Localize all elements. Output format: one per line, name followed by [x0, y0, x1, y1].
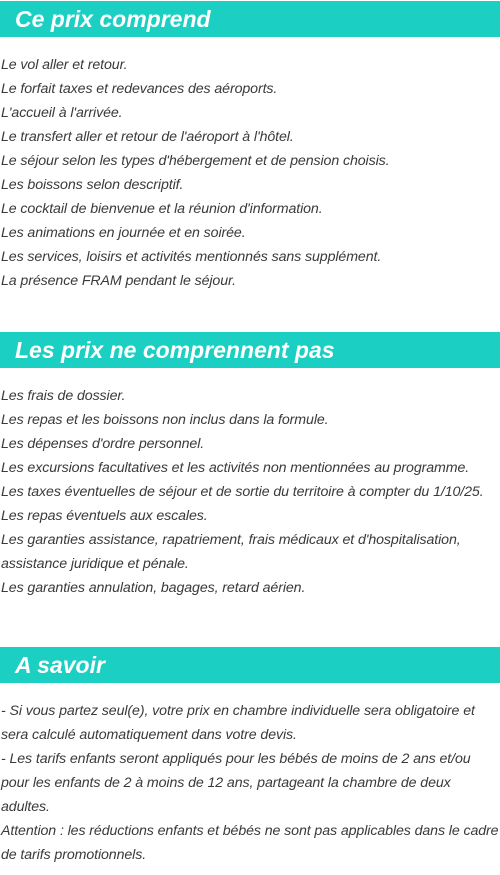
section-spacer	[0, 293, 500, 332]
section-title-good-to-know: A savoir	[0, 647, 500, 683]
section-spacer	[0, 600, 500, 647]
list-item: Les boissons selon descriptif.	[1, 177, 184, 193]
list-item: Les services, loisirs et activités mentionnés sans supplément.	[1, 249, 382, 265]
not-included-list	[0, 368, 500, 600]
section-title-not-included: Les prix ne comprennent pas	[0, 332, 500, 368]
list-item: Les animations en journée et en soirée.	[1, 225, 246, 241]
list-item: Les frais de dossier.	[1, 388, 126, 404]
list-item: Le cocktail de bienvenue et la réunion d'information.	[1, 201, 323, 217]
list-item: Les repas éventuels aux escales.	[1, 508, 208, 524]
list-item: Les dépenses d'ordre personnel.	[1, 436, 205, 452]
list-item: Les excursions facultatives et les activités non mentionnées au programme.	[1, 460, 470, 476]
list-item: Le séjour selon les types d'hébergement et de pension choisis.	[1, 153, 390, 169]
list-item: Le vol aller et retour.	[1, 57, 128, 73]
list-item: Les garanties assistance, rapatriement, frais médicaux et d'hospitalisation, assistance juridique et pénale.	[1, 532, 461, 572]
list-item: La présence FRAM pendant le séjour.	[1, 273, 236, 289]
list-item: - Les tarifs enfants seront appliqués pour les bébés de moins de 2 ans et/ou pour les enfants de 2 à moins de 12 ans, partageant la chambre de deux adultes.	[1, 751, 471, 815]
section-not-included	[0, 332, 500, 600]
section-good-to-know	[0, 647, 500, 867]
section-title-included: Ce prix comprend	[0, 1, 500, 37]
list-item: Le forfait taxes et redevances des aéroports.	[1, 81, 278, 97]
good-to-know-list	[0, 683, 500, 867]
section-included	[0, 1, 500, 293]
list-item: Les garanties annulation, bagages, retard aérien.	[1, 580, 306, 596]
list-item: Les taxes éventuelles de séjour et de sortie du territoire à compter du 1/10/25.	[1, 484, 484, 500]
list-item: Le transfert aller et retour de l'aéroport à l'hôtel.	[1, 129, 294, 145]
list-item: L'accueil à l'arrivée.	[1, 105, 123, 121]
list-item: - Si vous partez seul(e), votre prix en chambre individuelle sera obligatoire et sera calculé automatiquement dans votre devis.	[1, 703, 475, 743]
list-item: Attention : les réductions enfants et bébés ne sont pas applicables dans le cadre de tarifs promotionnels.	[1, 823, 499, 863]
included-list	[0, 37, 500, 293]
list-item: Les repas et les boissons non inclus dans la formule.	[1, 412, 329, 428]
